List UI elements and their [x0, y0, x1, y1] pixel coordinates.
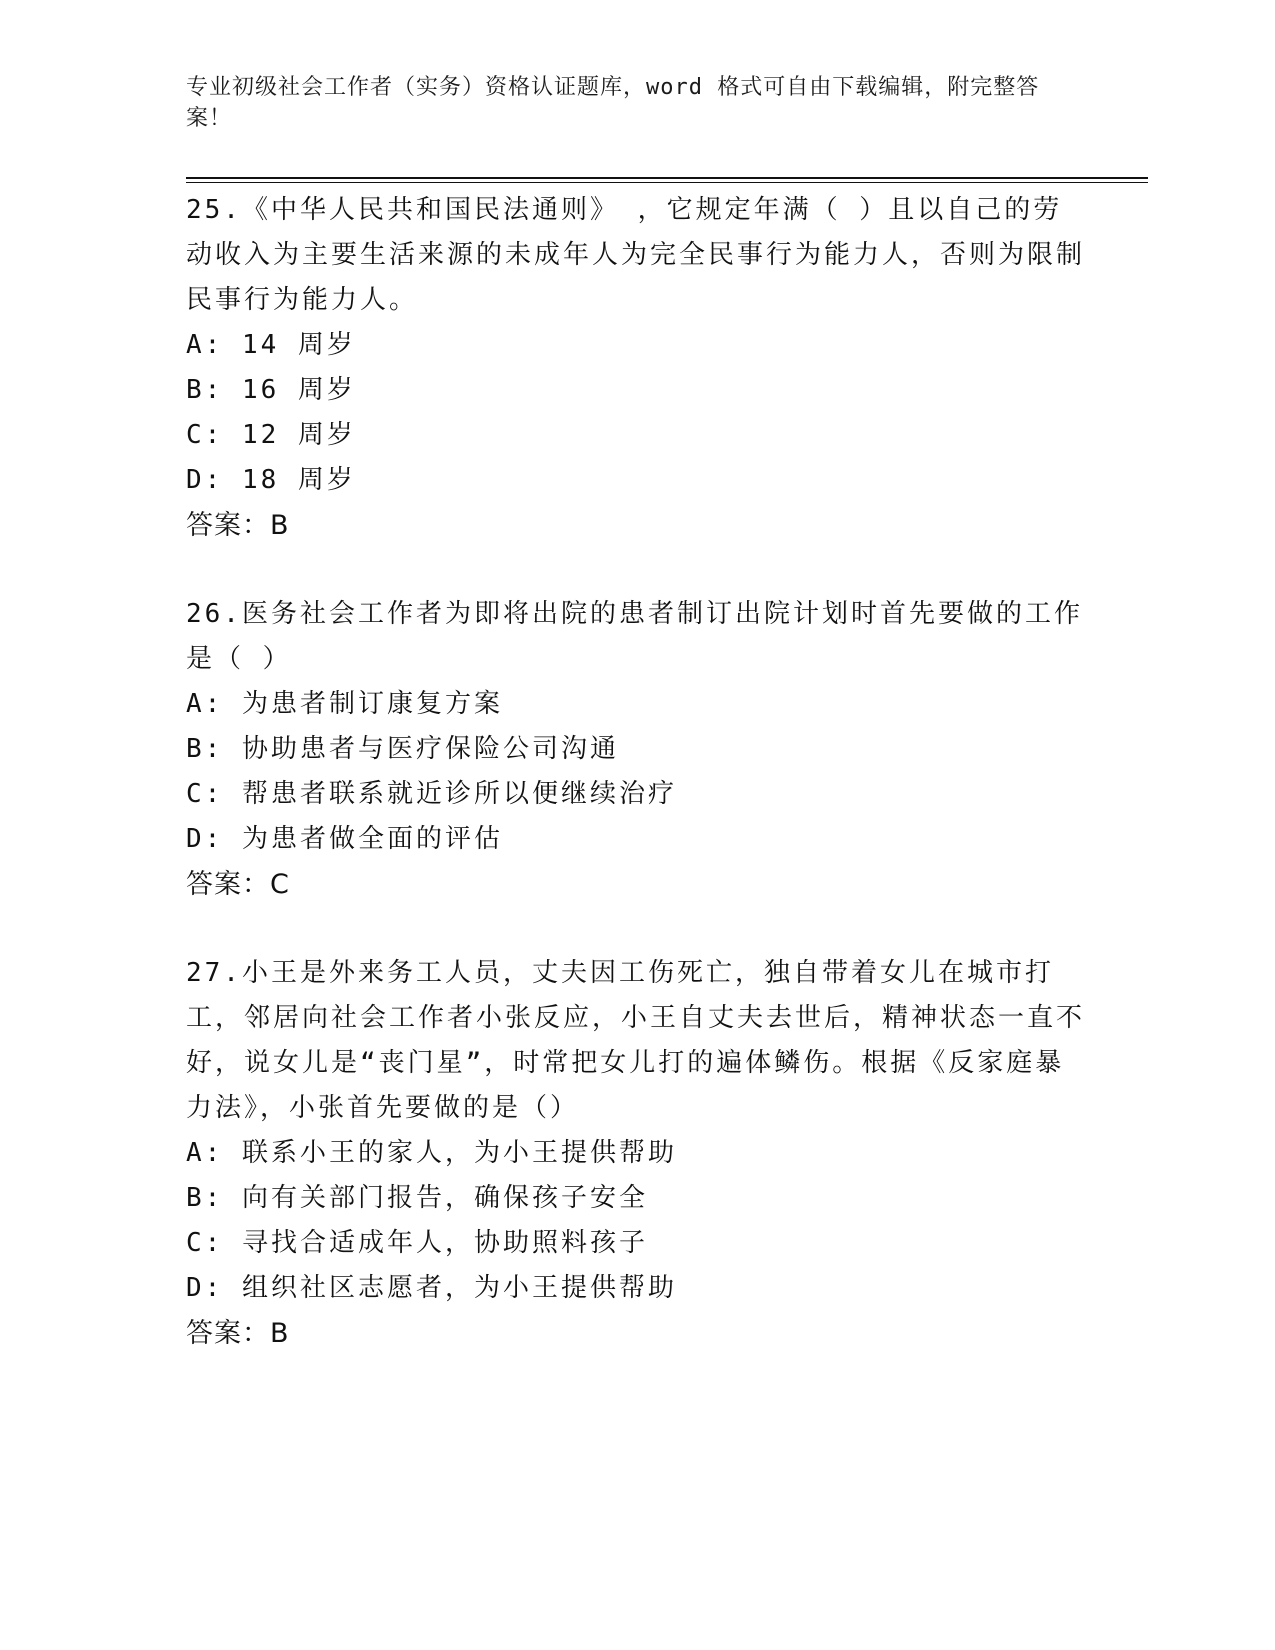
- document-header: 专业初级社会工作者（实务）资格认证题库，word 格式可自由下载编辑，附完整答案！: [186, 75, 1040, 131]
- question-26: [186, 592, 1086, 907]
- question-text: 25.《中华人民共和国民法通则》 ，它规定年满（ ）且以自己的劳动收入为主要生活来源的未成年人为完全民事行为能力人，否则为限制民事行为能力人。: [186, 195, 1086, 315]
- question-27: [186, 951, 1086, 1356]
- header-divider-thick: [186, 177, 1148, 179]
- header-divider-thin: [186, 182, 1148, 183]
- option-b: B: 向有关部门报告，确保孩子安全: [186, 1183, 648, 1213]
- option-a: A: 14 周岁: [186, 330, 356, 360]
- option-d: D: 18 周岁: [186, 465, 356, 495]
- option-a: A: 联系小王的家人，为小王提供帮助: [186, 1138, 677, 1168]
- option-a: A: 为患者制订康复方案: [186, 689, 503, 719]
- answer-line: 答案：B: [186, 510, 290, 541]
- option-c: C: 12 周岁: [186, 420, 356, 450]
- question-text: 27.小王是外来务工人员，丈夫因工伤死亡，独自带着女儿在城市打工，邻居向社会工作者小张反应，小王自丈夫去世后，精神状态一直不好，说女儿是“丧门星”，时常把女儿打的遍体鳞伤。根据《反家庭暴力法》，小张首先要做的是（）: [186, 958, 1086, 1123]
- answer-line: 答案：C: [186, 869, 290, 900]
- option-d: D: 组织社区志愿者，为小王提供帮助: [186, 1273, 677, 1303]
- question-text: 26.医务社会工作者为即将出院的患者制订出院计划时首先要做的工作是（ ）: [186, 599, 1083, 674]
- option-b: B: 协助患者与医疗保险公司沟通: [186, 734, 619, 764]
- answer-line: 答案：B: [186, 1318, 290, 1349]
- option-c: C: 帮患者联系就近诊所以便继续治疗: [186, 779, 677, 809]
- option-c: C: 寻找合适成年人，协助照料孩子: [186, 1228, 648, 1258]
- option-b: B: 16 周岁: [186, 375, 356, 405]
- option-d: D: 为患者做全面的评估: [186, 824, 503, 854]
- question-25: [186, 188, 1086, 548]
- question-list: [186, 188, 1086, 1400]
